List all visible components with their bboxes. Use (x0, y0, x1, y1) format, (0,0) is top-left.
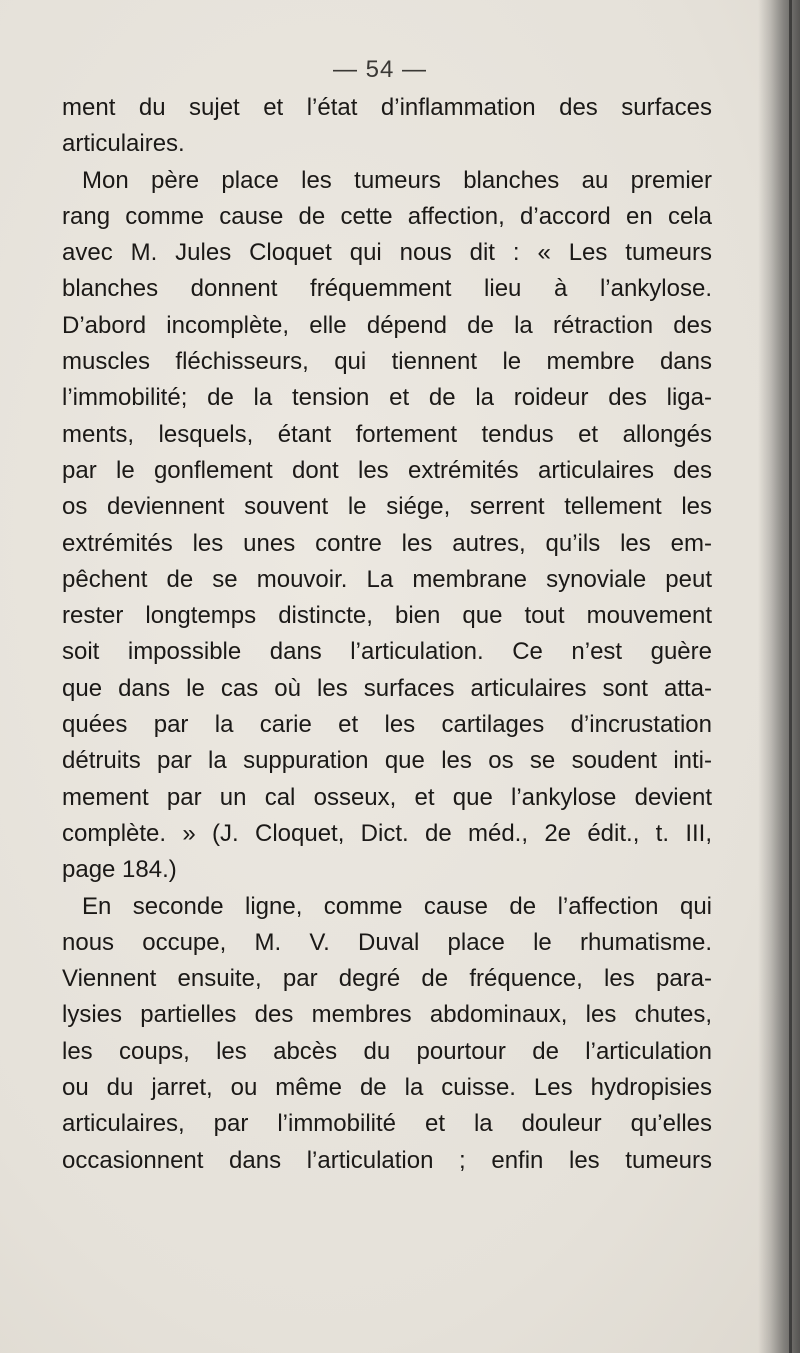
text-line: os deviennent souvent le siége, serrent tellement les (62, 493, 712, 521)
text-line: complète. » (J. Cloquet, Dict. de méd., 2e édit., t. III, (62, 819, 712, 847)
text-line: Mon père place les tumeurs blanches au premier (82, 166, 712, 194)
text-line: avec M. Jules Cloquet qui nous dit : « Les tumeurs (62, 239, 712, 267)
text-line: les coups, les abcès du pourtour de l’articulation (62, 1037, 712, 1065)
text-line: pêchent de se mouvoir. La membrane synoviale peut (62, 565, 712, 593)
text-line: par le gonflement dont les extrémités articulaires des (62, 456, 712, 484)
text-line: quées par la carie et les cartilages d’incrustation (62, 711, 712, 739)
text-line: page 184.) (62, 856, 177, 884)
page-number: — 54 — (332, 56, 428, 83)
text-line: ou du jarret, ou même de la cuisse. Les hydropisies (62, 1074, 712, 1102)
text-line: ment du sujet et l’état d’inflammation des surfaces (62, 94, 712, 121)
text-line: l’immobilité; de la tension et de la roideur des liga- (62, 384, 712, 412)
text-line: nous occupe, M. V. Duval place le rhumatisme. (62, 928, 712, 956)
text-line: D’abord incomplète, elle dépend de la rétraction des (62, 311, 712, 339)
text-line: rester longtemps distincte, bien que tout mouvement (62, 602, 712, 630)
text-line: lysies partielles des membres abdominaux, les chutes, (62, 1001, 712, 1029)
text-line: muscles fléchisseurs, qui tiennent le membre dans (62, 348, 712, 376)
text-line: mement par un cal osseux, et que l’ankylose devient (62, 783, 712, 811)
text-line: extrémités les unes contre les autres, qu’ils les em- (62, 529, 712, 557)
text-line: Viennent ensuite, par degré de fréquence, les para- (62, 965, 712, 993)
text-line: ments, lesquels, étant fortement tendus et allongés (62, 420, 712, 448)
text-line: En seconde ligne, comme cause de l’affection qui (82, 892, 712, 920)
text-line: articulaires. (62, 130, 185, 158)
text-line: soit impossible dans l’articulation. Ce n’est guère (62, 638, 712, 666)
text-line: articulaires, par l’immobilité et la douleur qu’elles (62, 1110, 712, 1138)
body-text (62, 90, 712, 1179)
text-line: que dans le cas où les surfaces articulaires sont atta- (62, 674, 712, 702)
text-line: occasionnent dans l’articulation ; enfin les tumeurs (62, 1146, 712, 1174)
page-edge (789, 0, 792, 1353)
page-gutter-shadow (758, 0, 800, 1353)
text-line: rang comme cause de cette affection, d’accord en cela (62, 202, 712, 230)
text-line: blanches donnent fréquemment lieu à l’ankylose. (62, 275, 712, 303)
text-line: détruits par la suppuration que les os se soudent inti- (62, 747, 712, 775)
